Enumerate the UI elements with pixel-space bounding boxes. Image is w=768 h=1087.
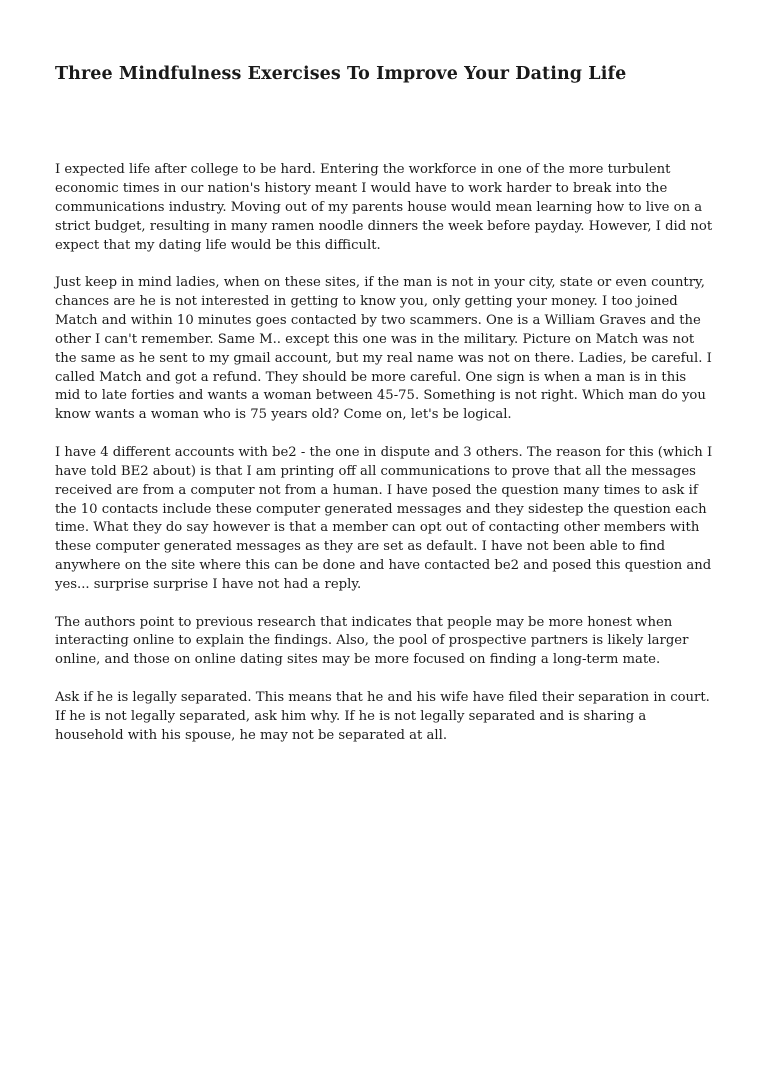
paragraph: I expected life after college to be hard. Entering the workforce in one of the more turbulent economic times in our nation's history meant I would have to work harder to break into the communications industry. Moving out of my parents house would mean learning how to live on a strict budget, resulting in many ramen noodle dinners the week before payday. However, I did not expect that my dating life would be this difficult. [55,162,713,253]
paragraph: I have 4 different accounts with be2 - the one in dispute and 3 others. The reason for this (which I have told BE2 about) is that I am printing off all communications to prove that all the messages received are from a computer not from a human. I have posed the question many times to ask if the 10 contacts include these computer generated messages and they sidestep the question each time. What they do say however is that a member can opt out of contacting other members with these computer generated messages as they are set as default. I have not been able to find anywhere on the site where this can be done and have contacted be2 and posed this question and yes... surprise surprise I have not had a reply. [55,444,713,593]
paragraph: Ask if he is legally separated. This means that he and his wife have filed their separation in court. If he is not legally separated, ask him why. If he is not legally separated and is sharing a household with his spouse, he may not be separated at all. [55,689,710,743]
paragraph: Just keep in mind ladies, when on these sites, if the man is not in your city, state or even country, chances are he is not interested in getting to know you, only getting your money. I too joined Match and within 10 minutes goes contacted by two scammers. One is a William Graves and the other I can't remember. Same M.. except this one was in the military. Picture on Match was not the same as he sent to my gmail account, but my real name was not on there. Ladies, be careful. I called Match and got a refund. They should be more careful. One sign is when a man is in this mid to late forties and wants a woman between 45-75. Something is not right. Which man do you know wants a woman who is 75 years old? Come on, let's be logical. [55,275,712,423]
paragraph: The authors point to previous research that indicates that people may be more honest when interacting online to explain the findings. Also, the pool of prospective partners is likely larger online, and those on online dating sites may be more focused on finding a long-term mate. [55,614,689,668]
article-body [55,161,715,764]
page-title: Three Mindfulness Exercises To Improve Your Dating Life [55,64,627,84]
